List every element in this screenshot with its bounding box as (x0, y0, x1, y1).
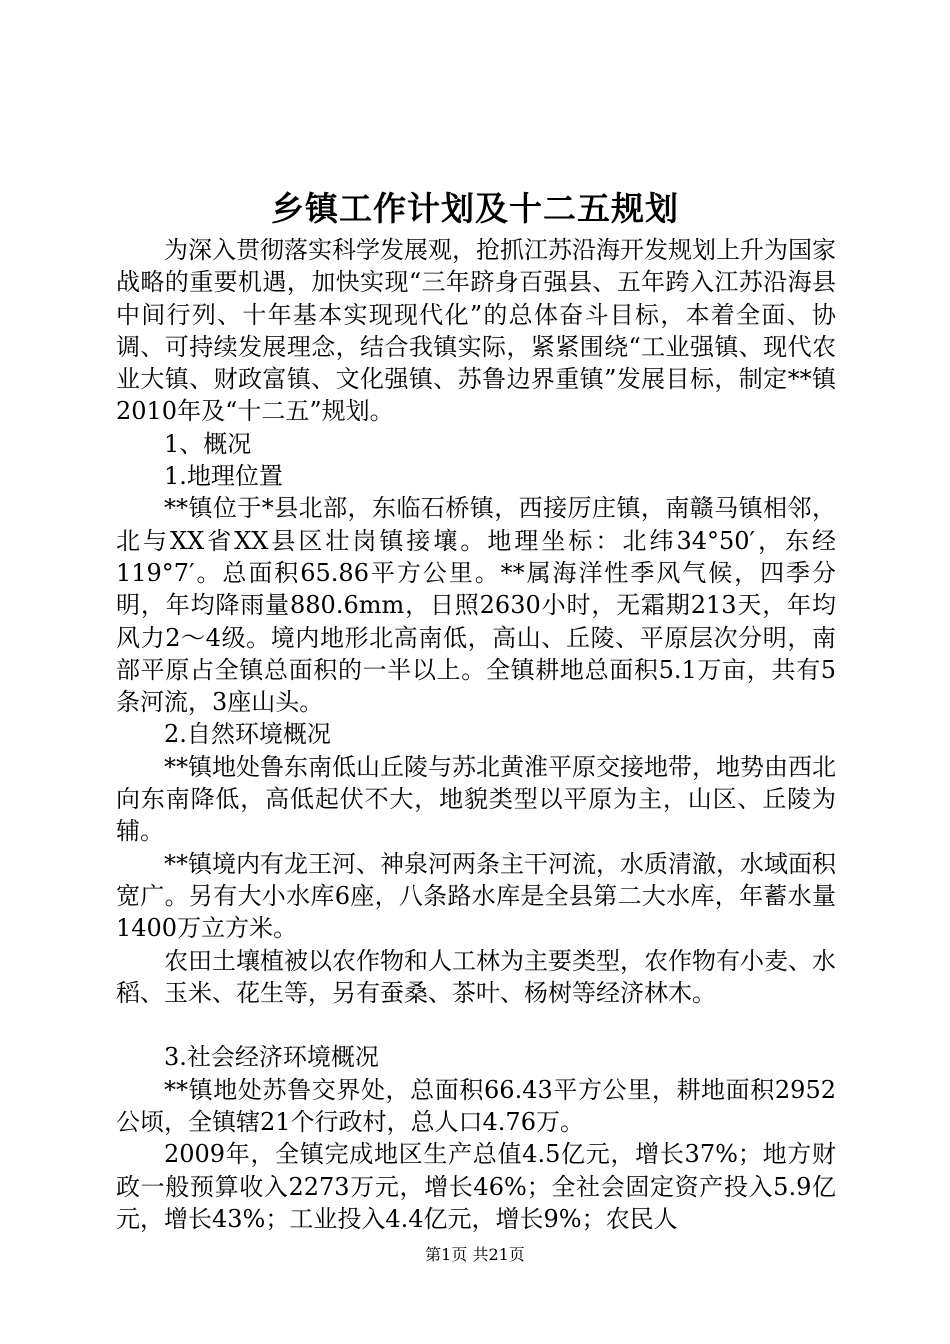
document-body (116, 234, 836, 1235)
paragraph-socioeconomic: **镇地处苏鲁交界处，总面积66.43平方公里，耕地面积2952公顷，全镇辖21个行政村，总人口4.76万。 (116, 1075, 836, 1137)
blank-line (116, 1009, 836, 1041)
paragraph-geographic-location: **镇位于*县北部，东临石桥镇，西接厉庄镇，南赣马镇相邻，北与XX省XX县区壮岗镇接壤。地理坐标：北纬34°50′，东经119°7′。总面积65.86平方公里。**属海洋性季风气候，四季分明，年均降雨量880.6mm，日照2630小时，无霜期213天，年均风力2～4级。境内地形北高南低，高山、丘陵、平原层次分明，南部平原占全镇总面积的一半以上。全镇耕地总面积5.1万亩，共有5条河流，3座山头。 (116, 494, 836, 717)
page-number: 第1页 共21页 (425, 1245, 525, 1264)
paragraph-vegetation: 农田土壤植被以农作物和人工林为主要类型，农作物有小麦、水稻、玉米、花生等，另有蚕桑、茶叶、杨树等经济林木。 (116, 946, 836, 1007)
heading-geographic-location: 1.地理位置 (164, 462, 283, 491)
paragraph-economic-stats: 2009年，全镇完成地区生产总值4.5亿元，增长37%；地方财政一般预算收入2273万元，增长46%；全社会固定资产投入5.9亿元，增长43%；工业投入4.4亿元，增长9%；农民人 (116, 1140, 836, 1233)
paragraph-terrain: **镇地处鲁东南低山丘陵与苏北黄淮平原交接地带，地势由西北向东南降低，高低起伏不大，地貌类型以平原为主，山区、丘陵为辅。 (116, 752, 836, 846)
paragraph-rivers: **镇境内有龙王河、神泉河两条主干河流，水质清澈，水域面积宽广。另有大小水库6座，八条路水库是全县第二大水库，年蓄水量1400万立方米。 (116, 849, 836, 943)
paragraph-intro: 为深入贯彻落实科学发展观，抢抓江苏沿海开发规划上升为国家战略的重要机遇，加快实现“三年跻身百强县、五年跨入江苏沿海县中间行列、十年基本实现现代化”的总体奋斗目标，本着全面、协调、可持续发展理念，结合我镇实际，紧紧围绕“工业强镇、现代农业大镇、财政富镇、文化强镇、苏鲁边界重镇”发展目标，制定**镇2010年及“十二五”规划。 (116, 236, 836, 426)
heading-natural-environment: 2.自然环境概况 (164, 720, 331, 749)
document-title: 乡镇工作计划及十二五规划 (271, 189, 679, 228)
heading-socioeconomic: 3.社会经济环境概况 (164, 1043, 379, 1072)
heading-overview: 1、概况 (164, 429, 252, 458)
